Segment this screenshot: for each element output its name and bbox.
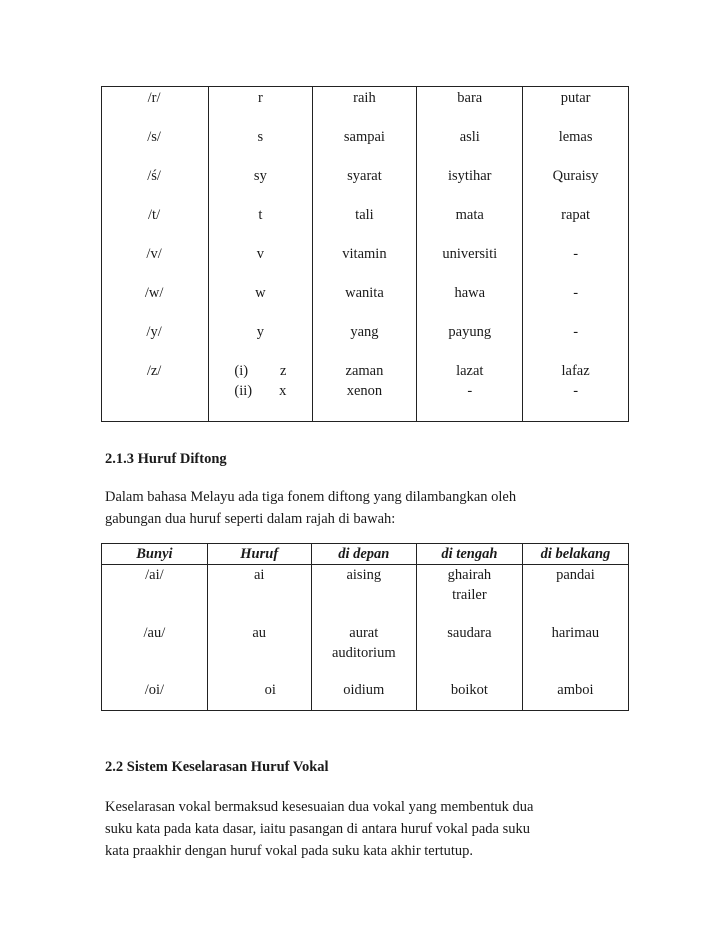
middle-cell: mata	[417, 204, 523, 243]
huruf-cell: oi	[207, 679, 311, 711]
phoneme-cell: /r/	[102, 87, 209, 127]
table-row	[102, 126, 629, 165]
table-row	[102, 360, 629, 422]
sub-label: (ii)	[234, 383, 253, 399]
front-line-2: xenon	[346, 383, 383, 399]
letter-cell: w	[209, 282, 312, 321]
tengah-cell	[416, 565, 522, 624]
section-heading-keselarasan: 2.2 Sistem Keselarasan Huruf Vokal	[105, 759, 329, 775]
sub-letter: z	[279, 363, 287, 379]
middle-cell: universiti	[417, 243, 523, 282]
phoneme-cell: /z/	[102, 360, 209, 422]
letter-cell: t	[209, 204, 312, 243]
paragraph-line: Keselarasan vokal bermaksud kesesuaian dua vokal yang membentuk dua	[105, 799, 534, 815]
header-di-tengah: di tengah	[416, 544, 522, 565]
phoneme-cell: /s/	[102, 126, 209, 165]
belakang-cell: amboi	[522, 679, 628, 711]
front-cell: sampai	[312, 126, 417, 165]
middle-cell	[417, 360, 523, 422]
table-header-row	[102, 544, 629, 565]
end-cell: -	[523, 321, 629, 360]
end-cell: rapat	[523, 204, 629, 243]
belakang-cell: pandai	[522, 565, 628, 624]
phoneme-cell: /v/	[102, 243, 209, 282]
section-heading-diftong: 2.1.3 Huruf Diftong	[105, 451, 227, 467]
table-row	[102, 204, 629, 243]
front-cell: wanita	[312, 282, 417, 321]
table-row	[102, 165, 629, 204]
diftong-table	[101, 543, 629, 711]
letter-cell: r	[209, 87, 312, 127]
header-bunyi: Bunyi	[102, 544, 208, 565]
letter-cell	[209, 360, 312, 422]
table-row	[102, 565, 629, 624]
letter-cell: s	[209, 126, 312, 165]
middle-cell: asli	[417, 126, 523, 165]
phoneme-cell: /t/	[102, 204, 209, 243]
tengah-line-1: saudara	[447, 625, 492, 641]
table-row	[102, 679, 629, 711]
bunyi-cell: /oi/	[102, 679, 208, 711]
middle-cell: bara	[417, 87, 523, 127]
end-cell: putar	[523, 87, 629, 127]
table-row	[102, 623, 629, 679]
huruf-cell: ai	[207, 565, 311, 624]
paragraph-line: suku kata pada kata dasar, iaitu pasangan di antara huruf vokal pada suku	[105, 821, 531, 837]
letter-cell: v	[209, 243, 312, 282]
table-row	[102, 282, 629, 321]
tengah-cell	[416, 679, 522, 711]
bunyi-cell: /ai/	[102, 565, 208, 624]
keselarasan-paragraph	[105, 796, 620, 862]
front-cell: syarat	[312, 165, 417, 204]
front-line-1: zaman	[345, 363, 384, 379]
front-cell: vitamin	[312, 243, 417, 282]
front-cell: tali	[312, 204, 417, 243]
depan-cell	[311, 679, 416, 711]
depan-cell	[311, 565, 416, 624]
end-cell: -	[523, 282, 629, 321]
paragraph-line: gabungan dua huruf seperti dalam rajah di bawah:	[105, 511, 396, 527]
middle-cell: payung	[417, 321, 523, 360]
phoneme-cell: /w/	[102, 282, 209, 321]
front-cell: yang	[312, 321, 417, 360]
table-row	[102, 321, 629, 360]
depan-line-1: aising	[346, 567, 382, 583]
end-line-2: -	[573, 383, 579, 399]
header-huruf: Huruf	[207, 544, 311, 565]
table-row	[102, 87, 629, 127]
end-cell	[523, 360, 629, 422]
tengah-line-1: boikot	[450, 682, 488, 698]
end-line-1: lafaz	[561, 363, 590, 379]
huruf-cell: au	[207, 623, 311, 679]
letter-line-2	[209, 381, 311, 401]
tengah-cell	[416, 623, 522, 679]
header-di-belakang: di belakang	[522, 544, 628, 565]
paragraph-line: kata praakhir dengan huruf vokal pada suku kata akhir tertutup.	[105, 843, 474, 859]
end-cell: Quraisy	[523, 165, 629, 204]
middle-cell: isytihar	[417, 165, 523, 204]
table-row	[102, 243, 629, 282]
diftong-paragraph	[105, 486, 620, 530]
depan-line-2: auditorium	[331, 645, 396, 661]
sub-label: (i)	[234, 363, 249, 379]
middle-line-1: lazat	[456, 363, 484, 379]
consonant-table	[101, 86, 629, 422]
end-cell: -	[523, 243, 629, 282]
sub-letter: x	[279, 383, 287, 399]
letter-cell: y	[209, 321, 312, 360]
phoneme-cell: /y/	[102, 321, 209, 360]
letter-line-1	[209, 361, 311, 381]
belakang-cell: harimau	[522, 623, 628, 679]
phoneme-cell: /ś/	[102, 165, 209, 204]
depan-line-1: aurat	[349, 625, 379, 641]
end-cell: lemas	[523, 126, 629, 165]
middle-line-2: -	[467, 383, 473, 399]
tengah-line-2: trailer	[452, 587, 487, 603]
bunyi-cell: /au/	[102, 623, 208, 679]
front-cell: raih	[312, 87, 417, 127]
letter-cell: sy	[209, 165, 312, 204]
front-cell	[312, 360, 417, 422]
depan-line-1: oidium	[343, 682, 385, 698]
depan-cell	[311, 623, 416, 679]
tengah-line-1: ghairah	[447, 567, 492, 583]
middle-cell: hawa	[417, 282, 523, 321]
paragraph-line: Dalam bahasa Melayu ada tiga fonem diftong yang dilambangkan oleh	[105, 489, 517, 505]
header-di-depan: di depan	[311, 544, 416, 565]
